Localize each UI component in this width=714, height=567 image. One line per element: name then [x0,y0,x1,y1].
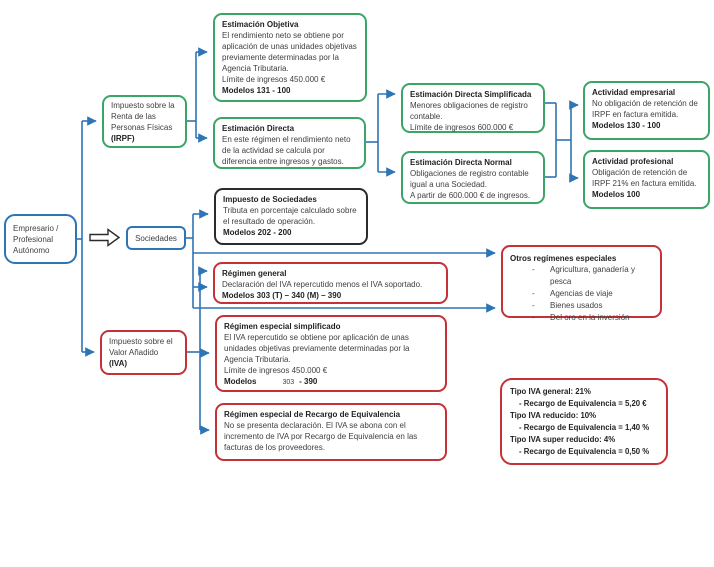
tipo-iva-line: Tipo IVA super reducido: 4% [510,435,616,444]
tipo-iva-line: Tipo IVA reducido: 10% [510,411,597,420]
card-title: Régimen especial de Recargo de Equivalencia [224,410,401,419]
actividad-profesional-card [583,150,710,209]
tipo-iva-line: Tipo IVA general: 21% [510,387,591,396]
card-body: Declaración del IVA repercutido menos el IVA soportado. [222,280,423,289]
card-title: Actividad profesional [592,157,674,166]
card-body: Obligaciones de registro contable igual a una Sociedad. [410,169,529,189]
iva-label: Impuesto sobre el Valor Añadido [109,337,173,357]
card-title: Estimación Directa [222,124,295,133]
card-limit: Límite de ingresos 450.000 € [224,366,328,375]
card-body: En este régimen el rendimiento neto de la actividad se calcula por diferencia entre ingresos y gastos. [222,135,351,166]
card-title: Régimen general [222,269,287,278]
card-title: Estimación Directa Simplificada [410,90,532,99]
card-title: Impuesto de Sociedades [223,195,317,204]
card-modelos: Modelos 202 - 200 [223,228,292,237]
modelos-number: 303 [282,379,295,386]
block-arrow-icon [90,230,119,246]
card-limit: Límite de ingresos 600.000 € [410,123,514,132]
irpf-node [102,95,187,148]
card-modelos: Modelos 130 - 100 [592,121,661,130]
card-title: Otros regímenes especiales [510,254,617,263]
card-modelos [224,376,438,388]
card-modelos: Modelos 100 [592,190,641,199]
tipo-iva-line: - Recargo de Equivalencia = 0,50 % [519,447,650,456]
list-item: - Agricultura, ganadería y pesca [510,264,653,288]
modelos-label: Modelos [224,377,257,386]
card-body: El IVA repercutido se obtiene por aplicación de unas unidades objetivas previamente determinadas por la Agencia Tributaria. [224,333,410,364]
card-title: Estimación Directa Normal [410,158,512,167]
list-item: - Agencias de viaje [510,288,653,300]
iva-node [100,330,187,375]
tipos-iva-card [500,378,668,465]
empresario-node [4,214,77,264]
card-body: Tributa en porcentaje calculado sobre el resultado de operación. [223,206,357,226]
sociedades-label: Sociedades [135,233,177,243]
card-body: El rendimiento neto se obtiene por aplicación de unas unidades objetivas previamente determinadas por la Agencia Tributaria. [222,31,357,73]
card-modelos: Modelos 303 (T) – 340 (M) – 390 [222,291,342,300]
irpf-label: Impuesto sobre la Renta de las Personas Físicas [111,100,175,132]
estimacion-directa-simplificada-card [401,83,545,133]
list-item: - Del oro en la inversión [510,312,653,324]
list-item: - Bienes usados [510,300,653,312]
tipo-iva-line: - Recargo de Equivalencia = 1,40 % [519,423,650,432]
card-body: No obligación de retención de IRPF en factura emitida. [592,99,698,119]
card-modelos: Modelos 131 - 100 [222,86,291,95]
card-title: Actividad empresarial [592,88,676,97]
actividad-empresarial-card [583,81,710,140]
tipo-iva-line: - Recargo de Equivalencia = 5,20 € [519,399,647,408]
estimacion-directa-card [213,117,366,169]
card-title: Régimen especial simplificado [224,322,341,331]
regimen-simplificado-card [215,315,447,392]
estimacion-directa-normal-card [401,151,545,204]
card-title: Estimación Objetiva [222,20,299,29]
regimen-general-card [213,262,448,304]
otros-regimenes-card [501,245,662,322]
empresario-label: Empresario / Profesional Autónomo [13,223,59,255]
sociedades-node [126,226,186,250]
impuesto-sociedades-card [214,188,368,245]
card-limit: Límite de ingresos 450.000 € [222,75,326,84]
iva-abbr: (IVA) [109,359,128,368]
modelos-number: - 390 [299,377,318,386]
card-limit: A partir de 600.000 € de ingresos. [410,191,531,200]
estimacion-objetiva-card [213,13,367,102]
card-body: Menores obligaciones de registro contable. [410,101,528,121]
regimen-recargo-card [215,403,447,461]
card-body: Obligación de retención de IRPF 21% en factura emitida. [592,168,697,188]
irpf-abbr: (IRPF) [111,133,135,143]
card-body: No se presenta declaración. El IVA se abona con el incremento de IVA por Recargo de Equivalencia en las facturas de los proveedores. [224,421,418,452]
